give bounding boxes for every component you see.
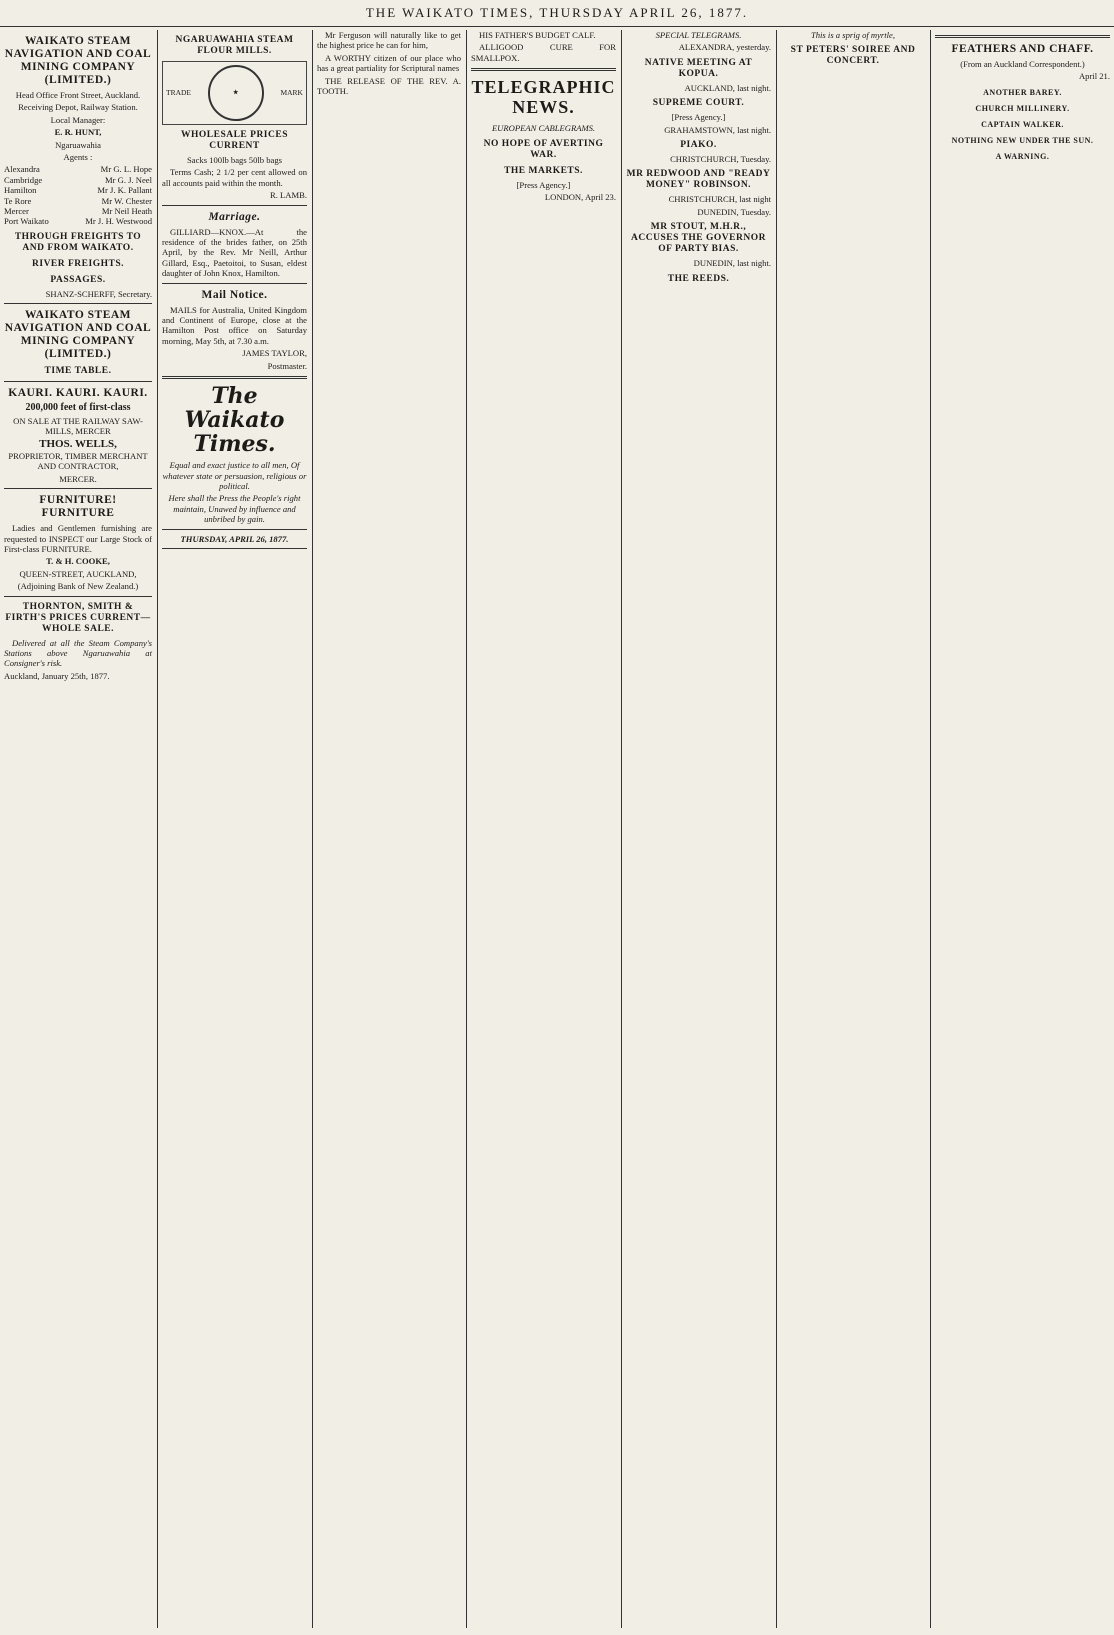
paper-title: The Waikato Times. [184, 383, 285, 458]
stout-heading: MR STOUT, M.H.R., ACCUSES THE GOVERNOR OF PARTY BIAS. [631, 222, 766, 255]
marriage-text: GILLIARD—KNOX.—At the residence of the brides father, on 25th April, by the Rev. Mr Neill, Arthur Gillard, Esq., Paetoitoi, to Susan, eldest daughter of John Knox, Hamilton. [162, 226, 307, 279]
telegraphic-news-heading: TELEGRAPHIC NEWS. [471, 77, 616, 118]
smallpox-text: ALLIGOOD CURE FOR SMALLPOX. [471, 42, 616, 63]
agents-label: Agents : [63, 152, 93, 163]
flour-mills-heading: NGARUAWAHIA STEAM FLOUR MILLS. [175, 35, 294, 56]
divider [162, 205, 307, 206]
poem-first-line: This is a sprig of myrtle, [810, 30, 896, 40]
mail-heading: Mail Notice. [201, 288, 268, 301]
fathers-budget-text: HIS FATHER'S BUDGET CALF. [479, 30, 596, 40]
st-peters-heading: ST PETERS' SOIREE AND CONCERT. [790, 45, 916, 67]
kauri-heading: KAURI. KAURI. KAURI. [8, 387, 148, 400]
cooke-sub: (Adjoining Bank of New Zealand.) [17, 581, 139, 592]
timetable-heading: TIME TABLE. [44, 366, 112, 377]
supreme-court-heading: SUPREME COURT. [652, 98, 745, 109]
motto-2: Here shall the Press the People's right maintain, Unawed by influence and unbribed by gain. [168, 493, 301, 525]
divider [4, 488, 152, 489]
redwood-heading: MR REDWOOD AND "READY MONEY" ROBINSON. [626, 169, 771, 191]
press-agency: [Press Agency.] [516, 179, 571, 190]
column-6 [777, 30, 929, 1628]
no-hope-heading: NO HOPE OF AVERTING WAR. [483, 138, 604, 160]
manager-label: Local Manager: [50, 114, 106, 125]
agent-row: Te Rore Mr W. Chester [4, 195, 152, 206]
manager-name: E. R. HUNT, [54, 127, 102, 138]
divider [471, 68, 616, 71]
captain-walker-heading: CAPTAIN WALKER. [981, 119, 1064, 129]
markets-heading: THE MARKETS. [504, 165, 583, 176]
feathers-heading: FEATHERS AND CHAFF. [951, 43, 1094, 55]
grahamstown-dateline: GRAHAMSTOWN, last night. [664, 124, 771, 135]
divider [162, 529, 307, 530]
postmaster-name: JAMES TAYLOR, [242, 348, 307, 359]
marriage-heading: Marriage. [208, 210, 261, 223]
divider [162, 548, 307, 549]
trade-mark-box [162, 61, 307, 125]
ferguson-text: Mr Ferguson will naturally like to get the highest price he can for him, [317, 30, 461, 51]
trade-mark-seal: ★ [208, 65, 264, 121]
river-freights-heading: RIVER FREIGHTS. [32, 258, 124, 269]
head-office: Head Office Front Street, Auckland. [15, 90, 141, 100]
divider [162, 283, 307, 284]
terms-text: Terms Cash; 2 1/2 per cent allowed on all accounts paid within the month. [162, 167, 307, 188]
agents-list [4, 164, 152, 226]
native-meeting-heading: NATIVE MEETING AT KOPUA. [644, 57, 753, 79]
column-2 [158, 30, 311, 1628]
steam-company-heading-2: WAIKATO STEAM NAVIGATION AND COAL MINING COMPANY (LIMITED.) [4, 309, 152, 361]
another-barey-heading: ANOTHER BAREY. [983, 87, 1062, 97]
london-dateline: LONDON, April 23. [544, 192, 616, 203]
column-7 [931, 30, 1114, 1628]
christchurch-dateline: CHRISTCHURCH, Tuesday. [670, 154, 771, 165]
feathers-date: April 21. [1078, 71, 1110, 82]
cooke-name: T. & H. COOKE, [46, 556, 110, 567]
thornton-heading: THORNTON, SMITH & FIRTH'S PRICES CURRENT—WHOLE SALE. [5, 601, 151, 634]
wells-place: MERCER. [59, 473, 97, 484]
christchurch-last-dateline: CHRISTCHURCH, last night [668, 194, 771, 205]
agent-row: Mercer Mr Neil Heath [4, 206, 152, 217]
mark-label: MARK [280, 87, 303, 97]
flour-sub: Sacks 100lb bags 50lb bags [186, 155, 282, 165]
church-millinery-heading: CHURCH MILLINERY. [975, 103, 1070, 113]
receiving-depot: Receiving Depot, Railway Station. [18, 102, 138, 113]
masthead: THE WAIKATO TIMES, THURSDAY APRIL 26, 1877. [0, 0, 1114, 27]
column-3 [313, 30, 465, 1628]
lamb-signature: R. LAMB. [269, 190, 307, 201]
dunedin-last-dateline: DUNEDIN, last night. [693, 258, 771, 269]
agent-row: Cambridge Mr G. J. Neel [4, 174, 152, 185]
furniture-text: Ladies and Gentlemen furnishing are requested to INSPECT our Large Stock of First-class FURNITURE. [4, 523, 152, 554]
manager-place: Ngaruawahia [55, 139, 101, 150]
press-agency: [Press Agency.] [671, 112, 726, 123]
divider [935, 35, 1110, 38]
column-5 [622, 30, 775, 1628]
wells-name: THOS. WELLS, [39, 437, 117, 450]
cablegrams-heading: EUROPEAN CABLEGRAMS. [491, 123, 596, 134]
agent-row: Hamilton Mr J. K. Pallant [4, 185, 152, 196]
secretary-signature: SHANZ-SCHERFF, Secretary. [45, 288, 152, 299]
wells-sub: PROPRIETOR, TIMBER MERCHANT AND CONTRACTOR, [8, 450, 148, 472]
divider [4, 381, 152, 382]
motto-1: Equal and exact justice to all men, Of whatever state or persuasion, religious or political. [162, 460, 307, 491]
agent-row: Alexandra Mr G. L. Hope [4, 164, 152, 175]
trade-label: TRADE [166, 87, 191, 97]
thornton-sub: Delivered at all the Steam Company's Stations above Ngaruawahia at Consigner's risk. [4, 637, 152, 669]
furniture-heading: FURNITURE! FURNITURE [39, 494, 117, 520]
agent-row: Port Waikato Mr J. H. Westwood [4, 216, 152, 227]
mail-text: MAILS for Australia, United Kingdom and Continent of Europe, close at the Hamilton Post office on Saturday morning, May 5th, at 7.30 a.m. [162, 304, 307, 346]
divider [4, 596, 152, 597]
steam-company-heading: WAIKATO STEAM NAVIGATION AND COAL MINING COMPANY (LIMITED.) [4, 35, 152, 86]
cooke-address: QUEEN-STREET, AUCKLAND, [19, 568, 137, 579]
kauri-sub: ON SALE AT THE RAILWAY SAW-MILLS, MERCER [13, 415, 143, 437]
wholesale-prices-heading: WHOLESALE PRICES CURRENT [181, 130, 288, 151]
alexandra-dateline: ALEXANDRA, yesterday. [678, 42, 771, 53]
dunedin-dateline: DUNEDIN, Tuesday. [697, 206, 771, 217]
tooth-release-text: THE RELEASE OF THE REV. A. TOOTH. [317, 75, 461, 97]
column-4 [467, 30, 620, 1628]
date-line: THURSDAY, APRIL 26, 1877. [180, 533, 289, 544]
thornton-footer: Auckland, January 25th, 1877. [4, 670, 110, 681]
warning-heading: A WARNING. [995, 151, 1050, 161]
through-freights-heading: THROUGH FREIGHTS TO AND FROM WAIKATO. [14, 231, 142, 253]
worthy-citizen-text: A WORTHY citizen of our place who has a great partiality for Scriptural names [317, 52, 461, 74]
kauri-amount: 200,000 feet of first-class [25, 402, 131, 414]
reeds-heading: THE REEDS. [667, 273, 730, 284]
postmaster-title: Postmaster. [267, 360, 307, 371]
divider [162, 376, 307, 379]
correspondent-line: (From an Auckland Correspondent.) [960, 59, 1085, 69]
auckland-dateline: AUCKLAND, last night. [684, 82, 771, 93]
divider [4, 303, 152, 304]
column-advertisements [0, 30, 156, 1628]
special-telegrams-heading: SPECIAL TELEGRAMS. [655, 30, 742, 40]
nothing-new-heading: NOTHING NEW UNDER THE SUN. [951, 135, 1094, 145]
piako-heading: PIAKO. [680, 140, 717, 151]
passages-heading: PASSAGES. [50, 274, 106, 285]
